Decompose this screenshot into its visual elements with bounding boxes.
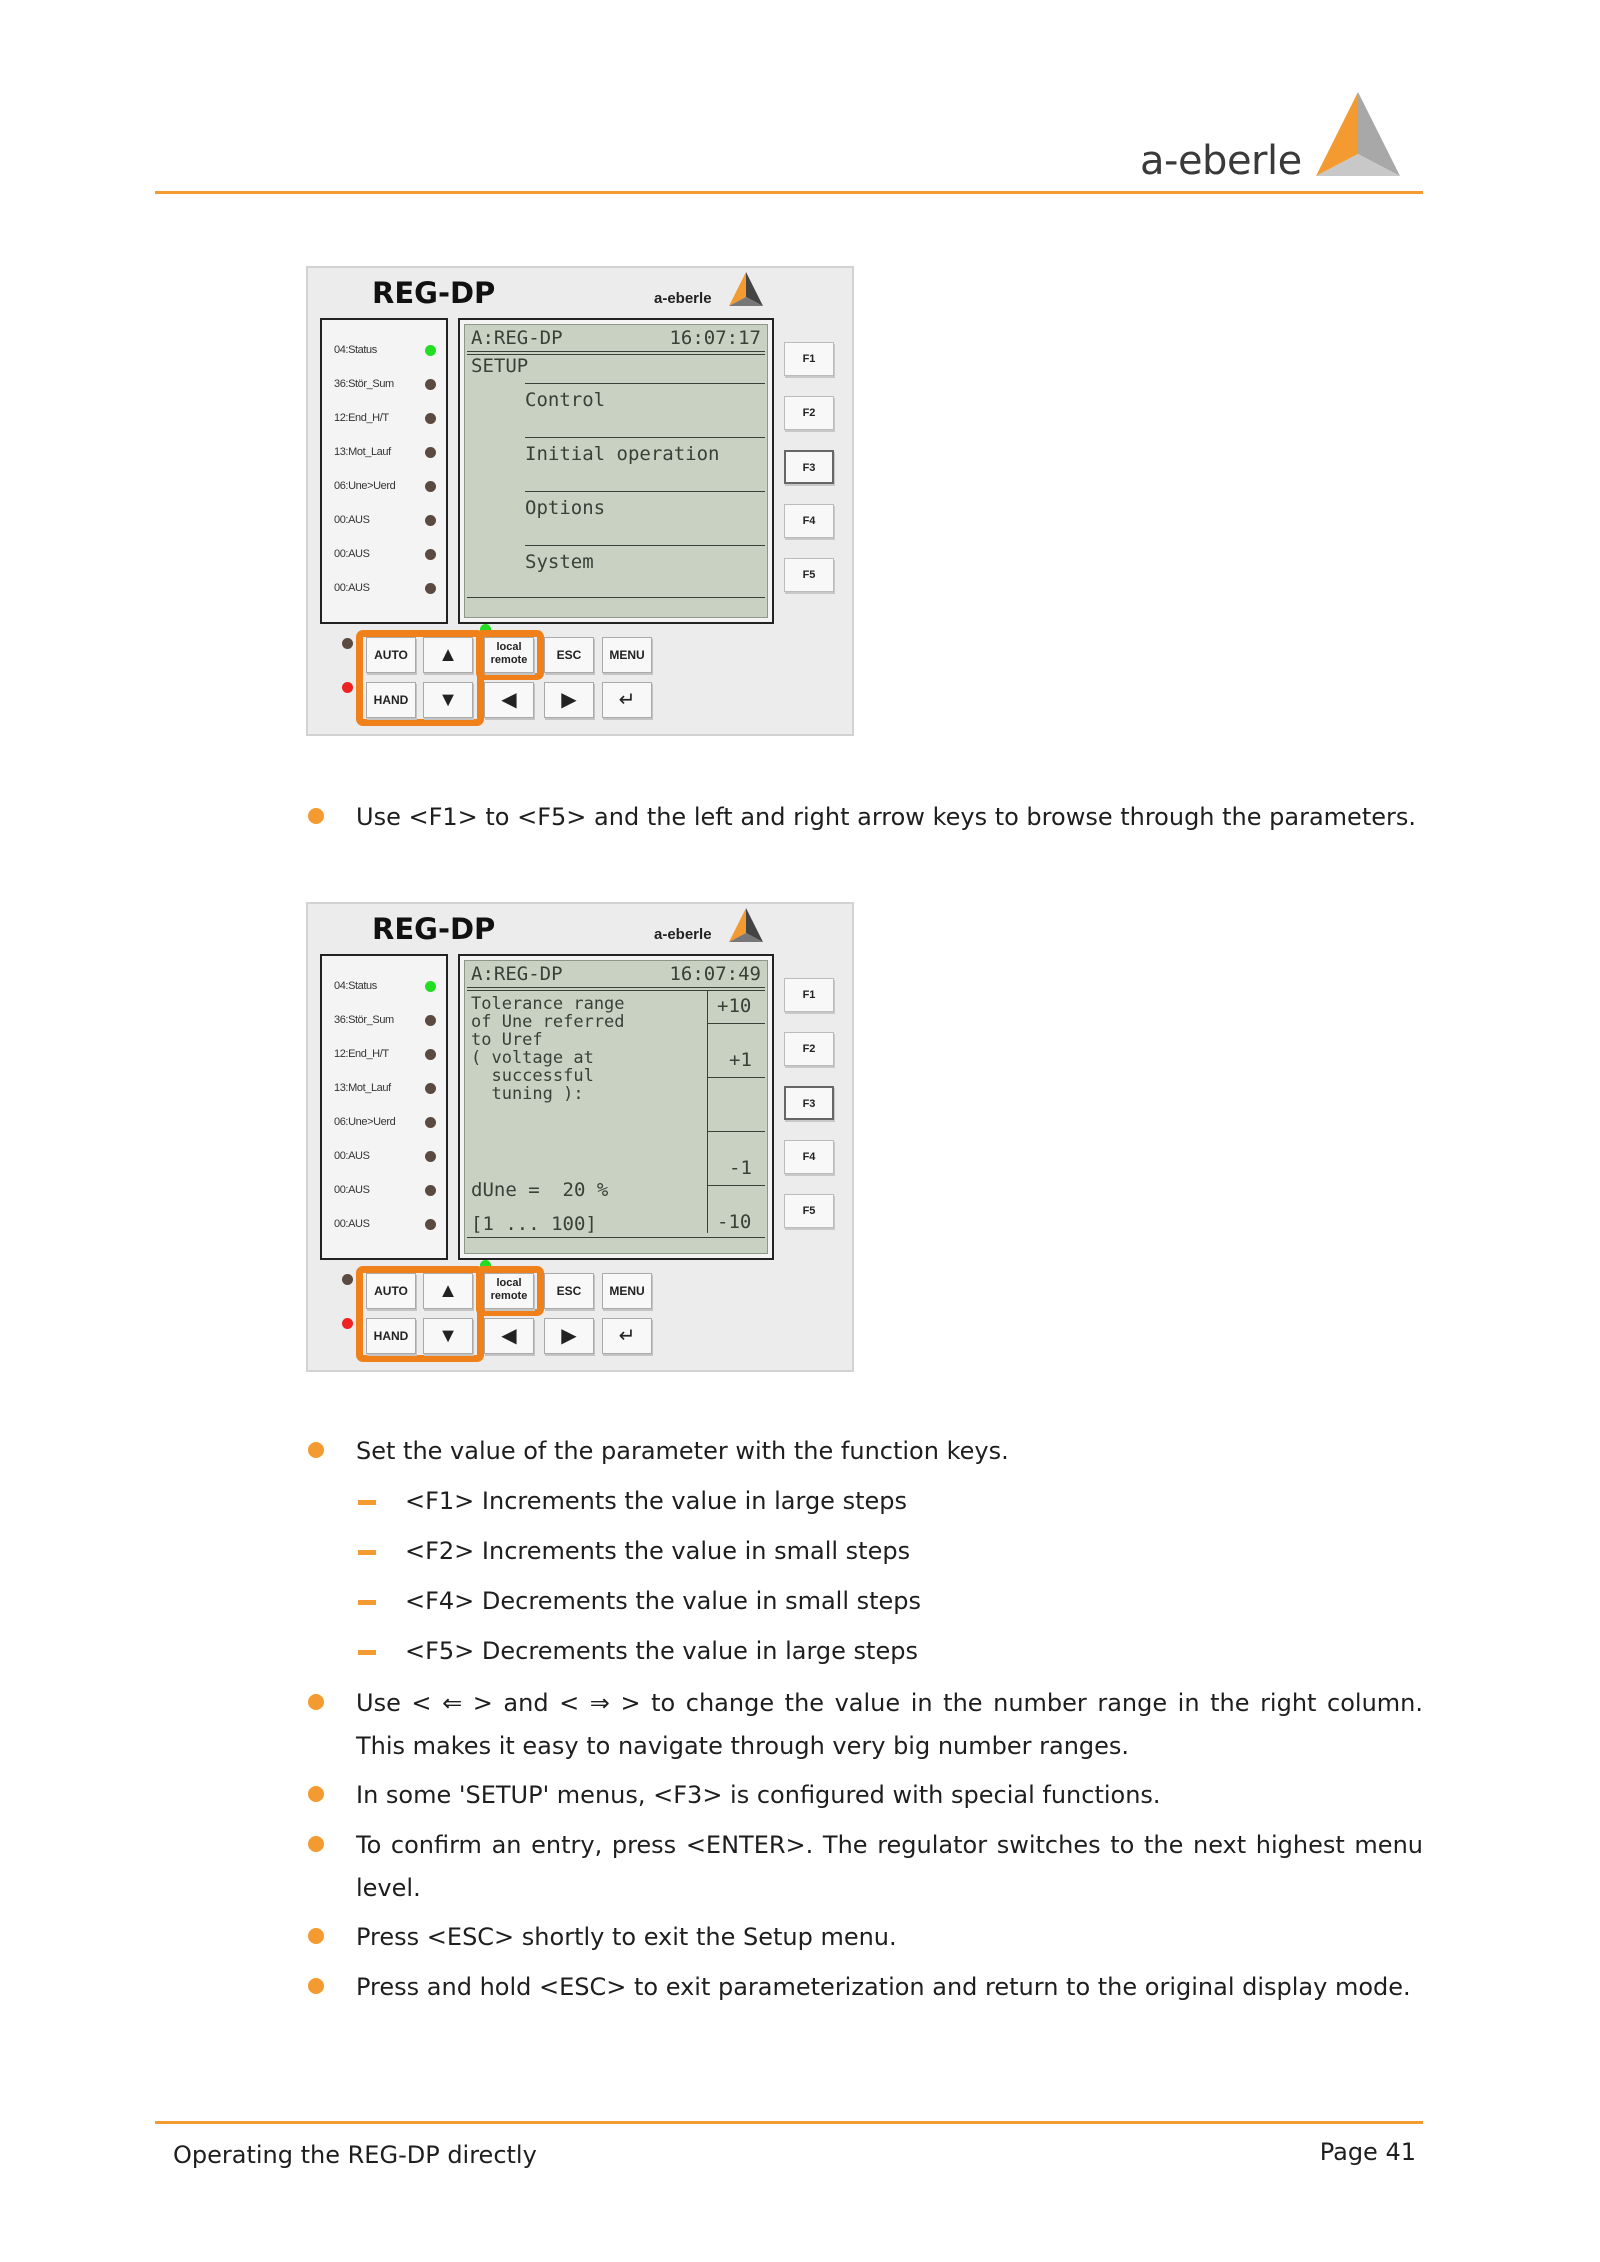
lcd-divider bbox=[525, 383, 765, 384]
led-label: 04:Status bbox=[334, 980, 377, 992]
status-led bbox=[425, 447, 436, 458]
instruction-text: To confirm an entry, press <ENTER>. The regulator switches to the next highest menu level. bbox=[356, 1831, 1423, 1902]
local-remote-key[interactable] bbox=[484, 1273, 534, 1309]
led-label: 00:AUS bbox=[334, 514, 370, 526]
lcd-param-desc: to Uref bbox=[471, 1030, 543, 1050]
led-label: 00:AUS bbox=[334, 1150, 370, 1162]
lcd-divider bbox=[467, 1237, 765, 1238]
logo-triangle-icon bbox=[1308, 92, 1408, 182]
lcd-step-value: -1 bbox=[729, 1157, 752, 1179]
status-led bbox=[425, 345, 436, 356]
local-label: local bbox=[496, 641, 522, 653]
lcd-divider bbox=[525, 491, 765, 492]
left-arrow-key[interactable]: ◀ bbox=[484, 682, 534, 718]
device-title: REG-DP bbox=[372, 912, 496, 946]
lcd-step-value: +10 bbox=[717, 995, 752, 1017]
led-label: 36:Stör_Sum bbox=[334, 378, 394, 390]
led-row bbox=[322, 340, 446, 360]
brand-triangle-icon bbox=[726, 908, 766, 944]
status-led bbox=[425, 1219, 436, 1230]
lcd-divider bbox=[707, 1185, 765, 1186]
status-led bbox=[425, 1117, 436, 1128]
f3-key[interactable]: F3 bbox=[784, 1086, 834, 1120]
f1-key[interactable]: F1 bbox=[784, 342, 834, 376]
instruction-text: In some 'SETUP' menus, <F3> is configured with special functions. bbox=[356, 1781, 1161, 1809]
lcd-clock: 16:07:17 bbox=[669, 327, 761, 349]
lcd-device-name: A:REG-DP bbox=[471, 327, 563, 349]
esc-key[interactable]: ESC bbox=[544, 637, 594, 673]
status-led bbox=[425, 1151, 436, 1162]
lcd-step-value: +1 bbox=[729, 1049, 752, 1071]
led-row bbox=[322, 1044, 446, 1064]
f3-key[interactable]: F3 bbox=[784, 450, 834, 484]
hand-led bbox=[342, 682, 353, 693]
bullet-icon bbox=[308, 1694, 324, 1710]
lcd-param-desc: successful bbox=[471, 1066, 594, 1086]
auto-led bbox=[342, 1274, 353, 1285]
hand-key[interactable]: HAND bbox=[366, 1318, 416, 1354]
dash-icon bbox=[358, 1600, 376, 1605]
led-row bbox=[322, 476, 446, 496]
remote-label: remote bbox=[490, 654, 528, 666]
instruction-text: Use < ⇐ > and < ⇒ > to change the value in the number range in the right column. This makes it easy to navigate through very big number ranges. bbox=[356, 1689, 1423, 1760]
lcd-divider bbox=[525, 545, 765, 546]
lcd-divider bbox=[467, 987, 765, 988]
f1-key[interactable]: F1 bbox=[784, 978, 834, 1012]
lcd-display bbox=[464, 324, 768, 618]
lcd-param-range: [1 ... 100] bbox=[471, 1213, 597, 1235]
local-remote-key[interactable] bbox=[484, 637, 534, 673]
led-status-panel bbox=[320, 954, 448, 1260]
led-row bbox=[322, 374, 446, 394]
status-led bbox=[425, 1049, 436, 1060]
led-row bbox=[322, 1146, 446, 1166]
hand-led bbox=[342, 1318, 353, 1329]
bullet-icon bbox=[308, 1978, 324, 1994]
lcd-display bbox=[464, 960, 768, 1254]
status-led bbox=[425, 413, 436, 424]
page-number: Page 41 bbox=[1319, 2138, 1416, 2166]
auto-key[interactable]: AUTO bbox=[366, 1273, 416, 1309]
menu-key[interactable]: MENU bbox=[602, 1273, 652, 1309]
led-row bbox=[322, 510, 446, 530]
instruction-text: Press <ESC> shortly to exit the Setup menu. bbox=[356, 1923, 897, 1951]
status-led bbox=[425, 515, 436, 526]
status-led bbox=[425, 1083, 436, 1094]
status-led bbox=[425, 481, 436, 492]
local-label: local bbox=[496, 1277, 522, 1289]
led-label: 00:AUS bbox=[334, 582, 370, 594]
lcd-divider bbox=[467, 597, 765, 598]
sub-item-text: <F1> Increments the value in large steps bbox=[405, 1487, 907, 1515]
bullet-icon bbox=[308, 1442, 324, 1458]
sub-item-text: <F4> Decrements the value in small steps bbox=[405, 1587, 922, 1615]
lcd-param-desc: Tolerance range bbox=[471, 994, 625, 1014]
instruction-text: Use <F1> to <F5> and the left and right arrow keys to browse through the parameters. bbox=[356, 803, 1416, 831]
status-led bbox=[425, 549, 436, 560]
auto-key[interactable]: AUTO bbox=[366, 637, 416, 673]
lcd-menu-item: System bbox=[525, 551, 594, 573]
sub-item-text: <F2> Increments the value in small steps bbox=[405, 1537, 911, 1565]
lcd-param-desc: tuning ): bbox=[471, 1084, 584, 1104]
down-arrow-key[interactable]: ▼ bbox=[423, 682, 473, 718]
lcd-menu-item: Control bbox=[525, 389, 606, 411]
led-label: 00:AUS bbox=[334, 1184, 370, 1196]
dash-icon bbox=[358, 1650, 376, 1655]
right-arrow-key[interactable]: ▶ bbox=[544, 1318, 594, 1354]
led-row bbox=[322, 408, 446, 428]
up-arrow-key[interactable]: ▲ bbox=[423, 1273, 473, 1309]
f2-key[interactable]: F2 bbox=[784, 1032, 834, 1066]
footer-rule bbox=[155, 2121, 1423, 2124]
status-led bbox=[425, 1015, 436, 1026]
led-label: 06:Une>Uerd bbox=[334, 480, 396, 492]
brand-triangle-icon bbox=[726, 272, 766, 308]
lcd-device-name: A:REG-DP bbox=[471, 963, 563, 985]
logo-text: a-eberle bbox=[1140, 138, 1302, 184]
lcd-step-value: -10 bbox=[717, 1211, 752, 1233]
lcd-divider bbox=[707, 1077, 765, 1078]
bullet-icon bbox=[308, 1928, 324, 1944]
lcd-divider bbox=[467, 990, 765, 991]
led-label: 13:Mot_Lauf bbox=[334, 446, 391, 458]
lcd-frame bbox=[458, 954, 774, 1260]
f5-key[interactable]: F5 bbox=[784, 1194, 834, 1228]
lcd-section-title: SETUP bbox=[471, 355, 529, 377]
led-row bbox=[322, 544, 446, 564]
lcd-divider bbox=[707, 1023, 765, 1024]
lcd-menu-item: Options bbox=[525, 497, 606, 519]
led-row bbox=[322, 1010, 446, 1030]
dash-icon bbox=[358, 1550, 376, 1555]
status-led bbox=[425, 1185, 436, 1196]
f4-key[interactable]: F4 bbox=[784, 504, 834, 538]
led-row bbox=[322, 1078, 446, 1098]
down-arrow-key[interactable]: ▼ bbox=[423, 1318, 473, 1354]
led-label: 00:AUS bbox=[334, 548, 370, 560]
device-title: REG-DP bbox=[372, 276, 496, 310]
instruction-text: Press and hold <ESC> to exit parameterization and return to the original display mode. bbox=[356, 1973, 1411, 2001]
led-row bbox=[322, 1112, 446, 1132]
remote-label: remote bbox=[490, 1290, 528, 1302]
led-status-panel bbox=[320, 318, 448, 624]
auto-led bbox=[342, 638, 353, 649]
right-arrow-key[interactable]: ▶ bbox=[544, 682, 594, 718]
lcd-divider bbox=[525, 437, 765, 438]
footer-section-title: Operating the REG-DP directly bbox=[173, 2141, 537, 2169]
led-label: 13:Mot_Lauf bbox=[334, 1082, 391, 1094]
f4-key[interactable]: F4 bbox=[784, 1140, 834, 1174]
led-row bbox=[322, 1180, 446, 1200]
lcd-frame bbox=[458, 318, 774, 624]
sub-item-text: <F5> Decrements the value in large steps bbox=[405, 1637, 918, 1665]
status-led bbox=[425, 583, 436, 594]
led-row bbox=[322, 578, 446, 598]
a-eberle-logo bbox=[1140, 92, 1410, 192]
hand-key[interactable]: HAND bbox=[366, 682, 416, 718]
led-row bbox=[322, 442, 446, 462]
status-led bbox=[425, 379, 436, 390]
lcd-column-divider bbox=[707, 991, 708, 1233]
led-label: 06:Une>Uerd bbox=[334, 1116, 396, 1128]
f5-key[interactable]: F5 bbox=[784, 558, 834, 592]
up-arrow-key[interactable]: ▲ bbox=[423, 637, 473, 673]
reg-dp-panel-parameter bbox=[306, 902, 854, 1372]
led-label: 12:End_H/T bbox=[334, 1048, 389, 1060]
led-label: 00:AUS bbox=[334, 1218, 370, 1230]
enter-key[interactable]: ↵ bbox=[602, 1318, 652, 1354]
lcd-menu-item: Initial operation bbox=[525, 443, 720, 465]
lcd-divider bbox=[707, 1131, 765, 1132]
enter-key[interactable]: ↵ bbox=[602, 682, 652, 718]
dash-icon bbox=[358, 1500, 376, 1505]
esc-key[interactable]: ESC bbox=[544, 1273, 594, 1309]
led-row bbox=[322, 1214, 446, 1234]
left-arrow-key[interactable]: ◀ bbox=[484, 1318, 534, 1354]
lcd-param-value: dUne = 20 % bbox=[471, 1179, 609, 1201]
bullet-icon bbox=[308, 1786, 324, 1802]
header-rule bbox=[155, 191, 1423, 194]
led-row bbox=[322, 976, 446, 996]
f2-key[interactable]: F2 bbox=[784, 396, 834, 430]
bullet-icon bbox=[308, 1836, 324, 1852]
device-brand: a-eberle bbox=[654, 290, 712, 307]
lcd-param-desc: ( voltage at bbox=[471, 1048, 594, 1068]
instruction-text: Set the value of the parameter with the function keys. bbox=[356, 1437, 1009, 1465]
lcd-clock: 16:07:49 bbox=[669, 963, 761, 985]
bullet-icon bbox=[308, 808, 324, 824]
lcd-param-desc: of Une referred bbox=[471, 1012, 625, 1032]
status-led bbox=[425, 981, 436, 992]
led-label: 12:End_H/T bbox=[334, 412, 389, 424]
reg-dp-panel-setup bbox=[306, 266, 854, 736]
led-label: 04:Status bbox=[334, 344, 377, 356]
led-label: 36:Stör_Sum bbox=[334, 1014, 394, 1026]
menu-key[interactable]: MENU bbox=[602, 637, 652, 673]
lcd-divider bbox=[467, 351, 765, 352]
device-brand: a-eberle bbox=[654, 926, 712, 943]
